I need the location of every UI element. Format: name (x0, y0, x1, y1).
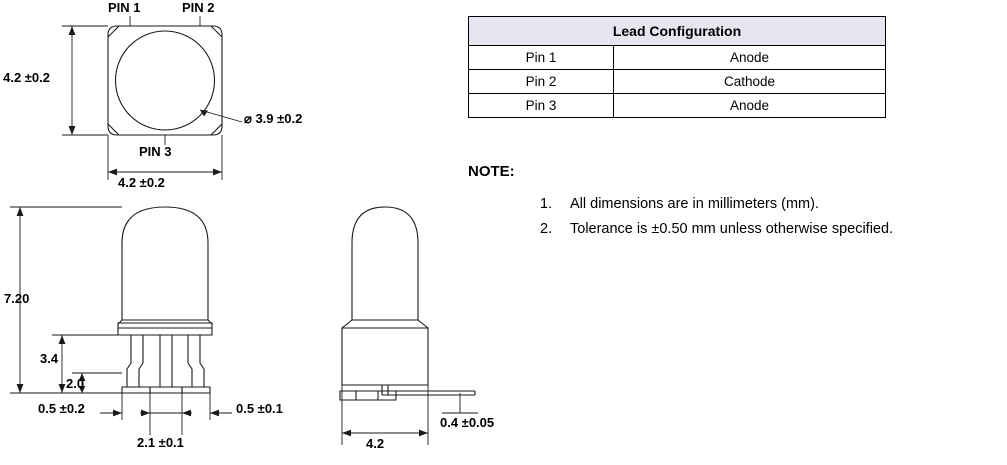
side-lead-thickness-dim: 0.4 ±0.05 (440, 415, 495, 430)
note-title: NOTE: (468, 163, 515, 180)
note-number: 1. (540, 196, 553, 212)
pin-cell: Pin 2 (469, 70, 614, 94)
front-view-drawing (0, 195, 300, 465)
note-text: All dimensions are in millimeters (mm). (570, 196, 819, 212)
front-right-lead-width-dim: 0.5 ±0.1 (236, 401, 283, 416)
top-view-svg (0, 0, 360, 195)
front-body-height-dim: 3.4 (40, 351, 59, 366)
note-item (540, 221, 893, 237)
table-title: Lead Configuration (469, 17, 886, 46)
top-view-width-dim: 4.2 ±0.2 (118, 175, 165, 190)
side-view-drawing (300, 195, 500, 465)
side-width-dim: 4.2 (366, 436, 385, 451)
pin-cell: Pin 3 (469, 94, 614, 118)
pin-cell: Pin 1 (469, 46, 614, 70)
note-list (540, 196, 893, 246)
table-row (469, 94, 886, 118)
function-cell: Anode (614, 94, 886, 118)
table-header-row (469, 17, 886, 46)
front-view-svg (0, 195, 300, 465)
note-number: 2. (540, 221, 553, 237)
front-pitch-dim: 2.1 ±0.1 (137, 435, 184, 450)
top-view-diameter-dim: ⌀ 3.9 ±0.2 (244, 111, 303, 126)
table-row (469, 46, 886, 70)
top-view-drawing (0, 0, 360, 195)
function-cell: Anode (614, 46, 886, 70)
pin3-label: PIN 3 (139, 144, 172, 159)
lead-configuration-table (468, 16, 886, 118)
front-left-lead-width-dim: 0.5 ±0.2 (38, 401, 85, 416)
pin2-label: PIN 2 (182, 0, 215, 15)
top-view-height-dim: 4.2 ±0.2 (3, 70, 50, 85)
function-cell: Cathode (614, 70, 886, 94)
note-item (540, 196, 893, 212)
note-text: Tolerance is ±0.50 mm unless otherwise specified. (570, 221, 894, 237)
table-row (469, 70, 886, 94)
front-total-height-dim: 7.20 (4, 291, 30, 306)
front-lead-height-dim: 2.0 (66, 376, 85, 391)
pin1-label: PIN 1 (108, 0, 141, 15)
